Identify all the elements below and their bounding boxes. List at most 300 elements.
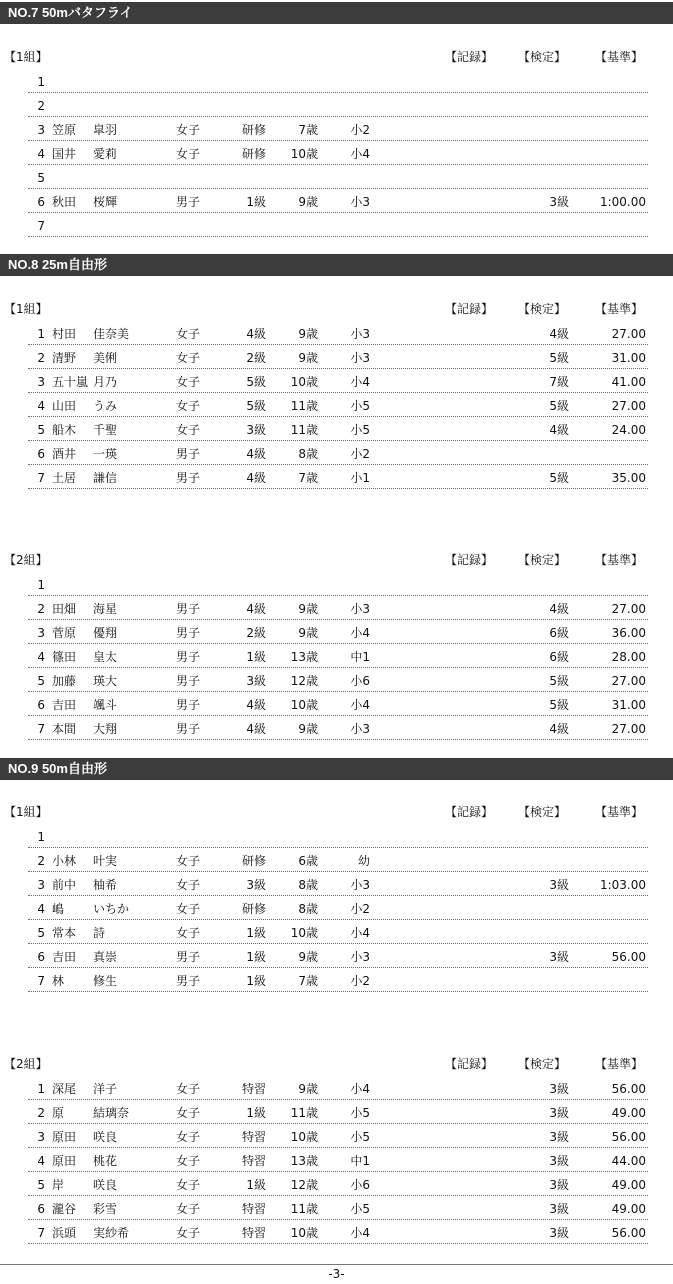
swimmer-school-year: 小5 xyxy=(350,399,370,413)
swimmer-sex: 男子 xyxy=(176,974,201,988)
swimmer-school-year: 小3 xyxy=(350,327,370,341)
swimmer-school-year: 小2 xyxy=(350,123,370,137)
swimmer-grade: 4級 xyxy=(246,447,266,461)
swimmer-first-name: 彩雪 xyxy=(93,1202,118,1216)
swimmer-first-name: 結璃奈 xyxy=(93,1106,130,1120)
swimmer-first-name: 大翔 xyxy=(93,722,118,736)
swimmer-school-year: 小3 xyxy=(350,950,370,964)
kijun-column-header: 【基準】 xyxy=(595,50,644,64)
kentei-value: 3級 xyxy=(549,1106,569,1120)
kijun-time: 36.00 xyxy=(611,626,646,640)
swimmer-first-name: 詩 xyxy=(93,926,106,940)
group-header xyxy=(0,47,673,67)
swimmer-school-year: 小5 xyxy=(350,1106,370,1120)
swimmer-grade: 2級 xyxy=(246,351,266,365)
kentei-value: 5級 xyxy=(549,399,569,413)
swimmer-grade: 研修 xyxy=(241,123,266,137)
kijun-time: 56.00 xyxy=(611,1226,646,1240)
swimmer-school-year: 小4 xyxy=(350,926,370,940)
lane-row xyxy=(28,141,648,165)
swimmer-school-year: 小5 xyxy=(350,1130,370,1144)
kijun-time: 27.00 xyxy=(611,674,646,688)
swimmer-first-name: 柚希 xyxy=(93,878,118,892)
event-header: NO.9 50m自由形 xyxy=(0,758,673,780)
swimmer-first-name: いちか xyxy=(93,902,130,916)
kentei-column-header: 【検定】 xyxy=(518,1057,567,1071)
lane-number: 1 xyxy=(37,830,45,844)
kentei-value: 3級 xyxy=(549,878,569,892)
lane-number: 1 xyxy=(37,1082,45,1096)
swimmer-sex: 女子 xyxy=(176,1226,201,1240)
swimmer-grade: 4級 xyxy=(246,698,266,712)
kentei-value: 7級 xyxy=(549,375,569,389)
swimmer-last-name: 岸 xyxy=(52,1178,65,1192)
swimmer-grade: 1級 xyxy=(246,974,266,988)
kijun-column-header: 【基準】 xyxy=(595,553,644,567)
kijun-column-header: 【基準】 xyxy=(595,302,644,316)
lane-row xyxy=(28,345,648,369)
kijun-time: 27.00 xyxy=(611,602,646,616)
event-header: NO.8 25m自由形 xyxy=(0,254,673,276)
record-column-header: 【記録】 xyxy=(445,805,494,819)
swimmer-grade: 5級 xyxy=(246,375,266,389)
swimmer-grade: 4級 xyxy=(246,602,266,616)
group-header xyxy=(0,802,673,822)
swimmer-last-name: 吉田 xyxy=(52,698,77,712)
swimmer-age: 13歳 xyxy=(290,650,318,664)
event-header: NO.7 50mバタフライ xyxy=(0,2,673,24)
swimmer-sex: 女子 xyxy=(176,1154,201,1168)
swimmer-school-year: 小3 xyxy=(350,722,370,736)
lane-number: 4 xyxy=(37,399,45,413)
swimmer-grade: 1級 xyxy=(246,1106,266,1120)
swimmer-grade: 5級 xyxy=(246,399,266,413)
lane-number: 2 xyxy=(37,602,45,616)
swimmer-grade: 特習 xyxy=(241,1154,266,1168)
kijun-time: 41.00 xyxy=(611,375,646,389)
swimmer-school-year: 小4 xyxy=(350,147,370,161)
record-column-header: 【記録】 xyxy=(445,50,494,64)
swimmer-school-year: 小2 xyxy=(350,902,370,916)
swimmer-last-name: 本間 xyxy=(52,722,77,736)
swimmer-first-name: 佳奈美 xyxy=(93,327,130,341)
kijun-time: 49.00 xyxy=(611,1106,646,1120)
lane-number: 7 xyxy=(37,1226,45,1240)
lane-row xyxy=(28,393,648,417)
swimmer-age: 12歳 xyxy=(290,1178,318,1192)
kentei-value: 3級 xyxy=(549,1154,569,1168)
kijun-time: 56.00 xyxy=(611,1082,646,1096)
lane-number: 5 xyxy=(37,926,45,940)
swimmer-grade: 1級 xyxy=(246,950,266,964)
lane-number: 1 xyxy=(37,75,45,89)
swimmer-grade: 4級 xyxy=(246,471,266,485)
lane-number: 4 xyxy=(37,650,45,664)
lane-number: 4 xyxy=(37,1154,45,1168)
lane-number: 7 xyxy=(37,974,45,988)
swimmer-first-name: 洋子 xyxy=(93,1082,118,1096)
lane-number: 2 xyxy=(37,854,45,868)
swimmer-grade: 研修 xyxy=(241,902,266,916)
kentei-value: 6級 xyxy=(549,626,569,640)
swimmer-sex: 男子 xyxy=(176,950,201,964)
swimmer-sex: 男子 xyxy=(176,602,201,616)
swimmer-first-name: 桜輝 xyxy=(93,195,118,209)
swimmer-last-name: 秋田 xyxy=(52,195,77,209)
lane-row xyxy=(28,117,648,141)
swimmer-last-name: 笠原 xyxy=(52,123,77,137)
swimmer-sex: 女子 xyxy=(176,854,201,868)
group-label: 【2組】 xyxy=(4,1057,48,1071)
swimmer-grade: 1級 xyxy=(246,926,266,940)
kijun-column-header: 【基準】 xyxy=(595,805,644,819)
swimmer-age: 7歳 xyxy=(298,974,318,988)
swimmer-grade: 特習 xyxy=(241,1130,266,1144)
swimmer-sex: 女子 xyxy=(176,399,201,413)
swimmer-grade: 4級 xyxy=(246,327,266,341)
kentei-column-header: 【検定】 xyxy=(518,805,567,819)
swimmer-last-name: 原 xyxy=(52,1106,65,1120)
swimmer-last-name: 吉田 xyxy=(52,950,77,964)
swimmer-first-name: 実紗希 xyxy=(93,1226,130,1240)
lane-number: 2 xyxy=(37,1106,45,1120)
swimmer-school-year: 小4 xyxy=(350,626,370,640)
swimmer-grade: 研修 xyxy=(241,854,266,868)
swimmer-sex: 男子 xyxy=(176,650,201,664)
record-column-header: 【記録】 xyxy=(445,553,494,567)
swimmer-age: 11歳 xyxy=(290,423,318,437)
swimmer-last-name: 土居 xyxy=(52,471,77,485)
lane-number: 5 xyxy=(37,1178,45,1192)
swimmer-school-year: 小2 xyxy=(350,974,370,988)
record-column-header: 【記録】 xyxy=(445,302,494,316)
swimmer-school-year: 小5 xyxy=(350,1202,370,1216)
lane-row xyxy=(28,1196,648,1220)
swimmer-first-name: 真崇 xyxy=(93,950,118,964)
swimmer-first-name: 瑛大 xyxy=(93,674,118,688)
kijun-column-header: 【基準】 xyxy=(595,1057,644,1071)
swimmer-last-name: 嶋 xyxy=(52,902,65,916)
swimmer-school-year: 中1 xyxy=(350,1154,370,1168)
swimmer-sex: 女子 xyxy=(176,423,201,437)
swimmer-first-name: 謙信 xyxy=(93,471,118,485)
lane-number: 3 xyxy=(37,1130,45,1144)
kentei-value: 5級 xyxy=(549,351,569,365)
swimmer-first-name: うみ xyxy=(93,399,118,413)
kentei-value: 4級 xyxy=(549,602,569,616)
swimmer-school-year: 小6 xyxy=(350,674,370,688)
swimmer-last-name: 加藤 xyxy=(52,674,77,688)
kentei-value: 3級 xyxy=(549,1130,569,1144)
swimmer-last-name: 村田 xyxy=(52,327,77,341)
swimmer-last-name: 篠田 xyxy=(52,650,77,664)
lane-number: 6 xyxy=(37,950,45,964)
lane-number: 4 xyxy=(37,147,45,161)
swimmer-age: 6歳 xyxy=(298,854,318,868)
swimmer-sex: 女子 xyxy=(176,1202,201,1216)
lane-row xyxy=(28,620,648,644)
kijun-time: 44.00 xyxy=(611,1154,646,1168)
group-label: 【1組】 xyxy=(4,302,48,316)
kijun-time: 56.00 xyxy=(611,950,646,964)
swimmer-first-name: 月乃 xyxy=(93,375,118,389)
swimmer-last-name: 常本 xyxy=(52,926,77,940)
group-header xyxy=(0,299,673,319)
swimmer-school-year: 小2 xyxy=(350,447,370,461)
lane-row xyxy=(28,896,648,920)
kentei-value: 3級 xyxy=(549,1202,569,1216)
swimmer-last-name: 浜頭 xyxy=(52,1226,77,1240)
swimmer-last-name: 田畑 xyxy=(52,602,77,616)
page-number: -3- xyxy=(328,1267,345,1281)
lane-row xyxy=(28,69,648,93)
group-label: 【1組】 xyxy=(4,50,48,64)
swimmer-sex: 女子 xyxy=(176,123,201,137)
swimmer-first-name: 一瑛 xyxy=(93,447,118,461)
swimmer-age: 10歳 xyxy=(290,698,318,712)
swimmer-sex: 女子 xyxy=(176,1106,201,1120)
swimmer-grade: 3級 xyxy=(246,674,266,688)
lane-row xyxy=(28,1172,648,1196)
kijun-time: 31.00 xyxy=(611,698,646,712)
swimmer-sex: 女子 xyxy=(176,327,201,341)
swimmer-last-name: 小林 xyxy=(52,854,77,868)
swimmer-sex: 女子 xyxy=(176,147,201,161)
swimmer-age: 10歳 xyxy=(290,1130,318,1144)
kentei-value: 4級 xyxy=(549,423,569,437)
lane-row xyxy=(28,213,648,237)
swimmer-age: 9歳 xyxy=(298,351,318,365)
lane-number: 6 xyxy=(37,1202,45,1216)
swimmer-first-name: 千聖 xyxy=(93,423,118,437)
swimmer-age: 10歳 xyxy=(290,1226,318,1240)
swimmer-age: 11歳 xyxy=(290,399,318,413)
swimmer-last-name: 菅原 xyxy=(52,626,77,640)
kentei-value: 5級 xyxy=(549,471,569,485)
swimmer-grade: 1級 xyxy=(246,1178,266,1192)
lane-number: 1 xyxy=(37,578,45,592)
lane-number: 2 xyxy=(37,351,45,365)
swimmer-sex: 男子 xyxy=(176,698,201,712)
lane-number: 3 xyxy=(37,878,45,892)
swimmer-school-year: 幼 xyxy=(357,854,370,868)
kijun-time: 24.00 xyxy=(611,423,646,437)
lane-row xyxy=(28,465,648,489)
kijun-time: 56.00 xyxy=(611,1130,646,1144)
kijun-time: 31.00 xyxy=(611,351,646,365)
swimmer-age: 10歳 xyxy=(290,147,318,161)
swimmer-grade: 2級 xyxy=(246,626,266,640)
swimmer-first-name: 美俐 xyxy=(93,351,118,365)
swimmer-last-name: 山田 xyxy=(52,399,77,413)
lane-row xyxy=(28,572,648,596)
lane-number: 6 xyxy=(37,698,45,712)
lane-row xyxy=(28,1124,648,1148)
kijun-time: 27.00 xyxy=(611,722,646,736)
swimmer-sex: 女子 xyxy=(176,1130,201,1144)
lane-row xyxy=(28,644,648,668)
kentei-value: 3級 xyxy=(549,950,569,964)
lane-row xyxy=(28,1076,648,1100)
lane-row xyxy=(28,369,648,393)
swimmer-age: 11歳 xyxy=(290,1106,318,1120)
swimmer-sex: 男子 xyxy=(176,626,201,640)
lane-number: 5 xyxy=(37,674,45,688)
swimmer-first-name: 皐羽 xyxy=(93,123,118,137)
swimmer-age: 9歳 xyxy=(298,626,318,640)
lane-number: 6 xyxy=(37,447,45,461)
lane-row xyxy=(28,944,648,968)
lane-number: 2 xyxy=(37,99,45,113)
lane-row xyxy=(28,1100,648,1124)
swimmer-first-name: 愛莉 xyxy=(93,147,118,161)
lane-number: 1 xyxy=(37,327,45,341)
kentei-column-header: 【検定】 xyxy=(518,553,567,567)
swimmer-age: 10歳 xyxy=(290,926,318,940)
swimmer-age: 9歳 xyxy=(298,1082,318,1096)
swimmer-school-year: 小1 xyxy=(350,471,370,485)
swimmer-age: 7歳 xyxy=(298,471,318,485)
kentei-value: 3級 xyxy=(549,1226,569,1240)
swimmer-school-year: 小3 xyxy=(350,602,370,616)
kijun-time: 35.00 xyxy=(611,471,646,485)
swimmer-age: 9歳 xyxy=(298,327,318,341)
swimmer-first-name: 咲良 xyxy=(93,1130,118,1144)
swimmer-last-name: 五十嵐 xyxy=(52,375,89,389)
lane-row xyxy=(28,93,648,117)
lane-row xyxy=(28,189,648,213)
swimmer-age: 7歳 xyxy=(298,123,318,137)
kentei-value: 4級 xyxy=(549,327,569,341)
swimmer-grade: 3級 xyxy=(246,423,266,437)
swimmer-age: 13歳 xyxy=(290,1154,318,1168)
swimmer-first-name: 海星 xyxy=(93,602,118,616)
swimmer-age: 10歳 xyxy=(290,375,318,389)
lane-row xyxy=(28,716,648,740)
swimmer-grade: 特習 xyxy=(241,1202,266,1216)
lane-row xyxy=(28,668,648,692)
swimmer-sex: 女子 xyxy=(176,1178,201,1192)
lane-row xyxy=(28,968,648,992)
kentei-value: 3級 xyxy=(549,1178,569,1192)
swimmer-school-year: 小6 xyxy=(350,1178,370,1192)
lane-number: 3 xyxy=(37,375,45,389)
kentei-value: 3級 xyxy=(549,195,569,209)
swimmer-sex: 女子 xyxy=(176,1082,201,1096)
swimmer-age: 9歳 xyxy=(298,950,318,964)
kijun-time: 28.00 xyxy=(611,650,646,664)
group-label: 【2組】 xyxy=(4,553,48,567)
swimmer-grade: 特習 xyxy=(241,1082,266,1096)
swimmer-school-year: 小3 xyxy=(350,195,370,209)
kentei-column-header: 【検定】 xyxy=(518,302,567,316)
record-column-header: 【記録】 xyxy=(445,1057,494,1071)
swimmer-school-year: 小4 xyxy=(350,1226,370,1240)
lane-number: 7 xyxy=(37,722,45,736)
kentei-value: 4級 xyxy=(549,722,569,736)
kentei-column-header: 【検定】 xyxy=(518,50,567,64)
lane-number: 7 xyxy=(37,471,45,485)
lane-row xyxy=(28,165,648,189)
lane-row xyxy=(28,920,648,944)
swimmer-last-name: 原田 xyxy=(52,1130,77,1144)
swimmer-school-year: 小4 xyxy=(350,698,370,712)
kijun-time: 27.00 xyxy=(611,327,646,341)
lane-number: 5 xyxy=(37,423,45,437)
group-header xyxy=(0,550,673,570)
swimmer-last-name: 前中 xyxy=(52,878,77,892)
swimmer-school-year: 中1 xyxy=(350,650,370,664)
lane-row xyxy=(28,1220,648,1244)
kijun-time: 1:03.00 xyxy=(599,878,646,892)
swimmer-last-name: 国井 xyxy=(52,147,77,161)
swimmer-first-name: 颯斗 xyxy=(93,698,118,712)
group-label: 【1組】 xyxy=(4,805,48,819)
kentei-value: 3級 xyxy=(549,1082,569,1096)
swimmer-sex: 女子 xyxy=(176,375,201,389)
swimmer-sex: 男子 xyxy=(176,447,201,461)
swimmer-age: 8歳 xyxy=(298,447,318,461)
swimmer-grade: 4級 xyxy=(246,722,266,736)
swimmer-age: 9歳 xyxy=(298,602,318,616)
lane-row xyxy=(28,692,648,716)
swimmer-sex: 女子 xyxy=(176,902,201,916)
swimmer-sex: 男子 xyxy=(176,471,201,485)
swimmer-first-name: 桃花 xyxy=(93,1154,118,1168)
swimmer-first-name: 修生 xyxy=(93,974,118,988)
swimmer-age: 9歳 xyxy=(298,722,318,736)
lane-number: 6 xyxy=(37,195,45,209)
swimmer-age: 9歳 xyxy=(298,195,318,209)
lane-row xyxy=(28,441,648,465)
swimmer-grade: 1級 xyxy=(246,195,266,209)
swimmer-last-name: 瀧谷 xyxy=(52,1202,77,1216)
kentei-value: 5級 xyxy=(549,674,569,688)
swimmer-grade: 3級 xyxy=(246,878,266,892)
lane-number: 4 xyxy=(37,902,45,916)
swimmer-sex: 女子 xyxy=(176,878,201,892)
swimmer-school-year: 小4 xyxy=(350,1082,370,1096)
swimmer-last-name: 清野 xyxy=(52,351,77,365)
swimmer-last-name: 原田 xyxy=(52,1154,77,1168)
lane-number: 3 xyxy=(37,123,45,137)
lane-number: 3 xyxy=(37,626,45,640)
swimmer-first-name: 咲良 xyxy=(93,1178,118,1192)
swimmer-school-year: 小3 xyxy=(350,351,370,365)
kentei-value: 6級 xyxy=(549,650,569,664)
lane-row xyxy=(28,872,648,896)
lane-row xyxy=(28,417,648,441)
swimmer-school-year: 小5 xyxy=(350,423,370,437)
swimmer-last-name: 深尾 xyxy=(52,1082,77,1096)
swimmer-grade: 研修 xyxy=(241,147,266,161)
swimmer-grade: 特習 xyxy=(241,1226,266,1240)
swimmer-sex: 女子 xyxy=(176,926,201,940)
swimmer-first-name: 皇太 xyxy=(93,650,118,664)
group-header xyxy=(0,1054,673,1074)
swimmer-sex: 男子 xyxy=(176,674,201,688)
swimmer-last-name: 船木 xyxy=(52,423,77,437)
swimmer-sex: 男子 xyxy=(176,195,201,209)
swimmer-age: 8歳 xyxy=(298,902,318,916)
swimmer-age: 8歳 xyxy=(298,878,318,892)
swimmer-first-name: 優翔 xyxy=(93,626,118,640)
kijun-time: 1:00.00 xyxy=(599,195,646,209)
swimmer-sex: 男子 xyxy=(176,722,201,736)
swimmer-first-name: 叶実 xyxy=(93,854,118,868)
kijun-time: 49.00 xyxy=(611,1202,646,1216)
swimmer-age: 11歳 xyxy=(290,1202,318,1216)
